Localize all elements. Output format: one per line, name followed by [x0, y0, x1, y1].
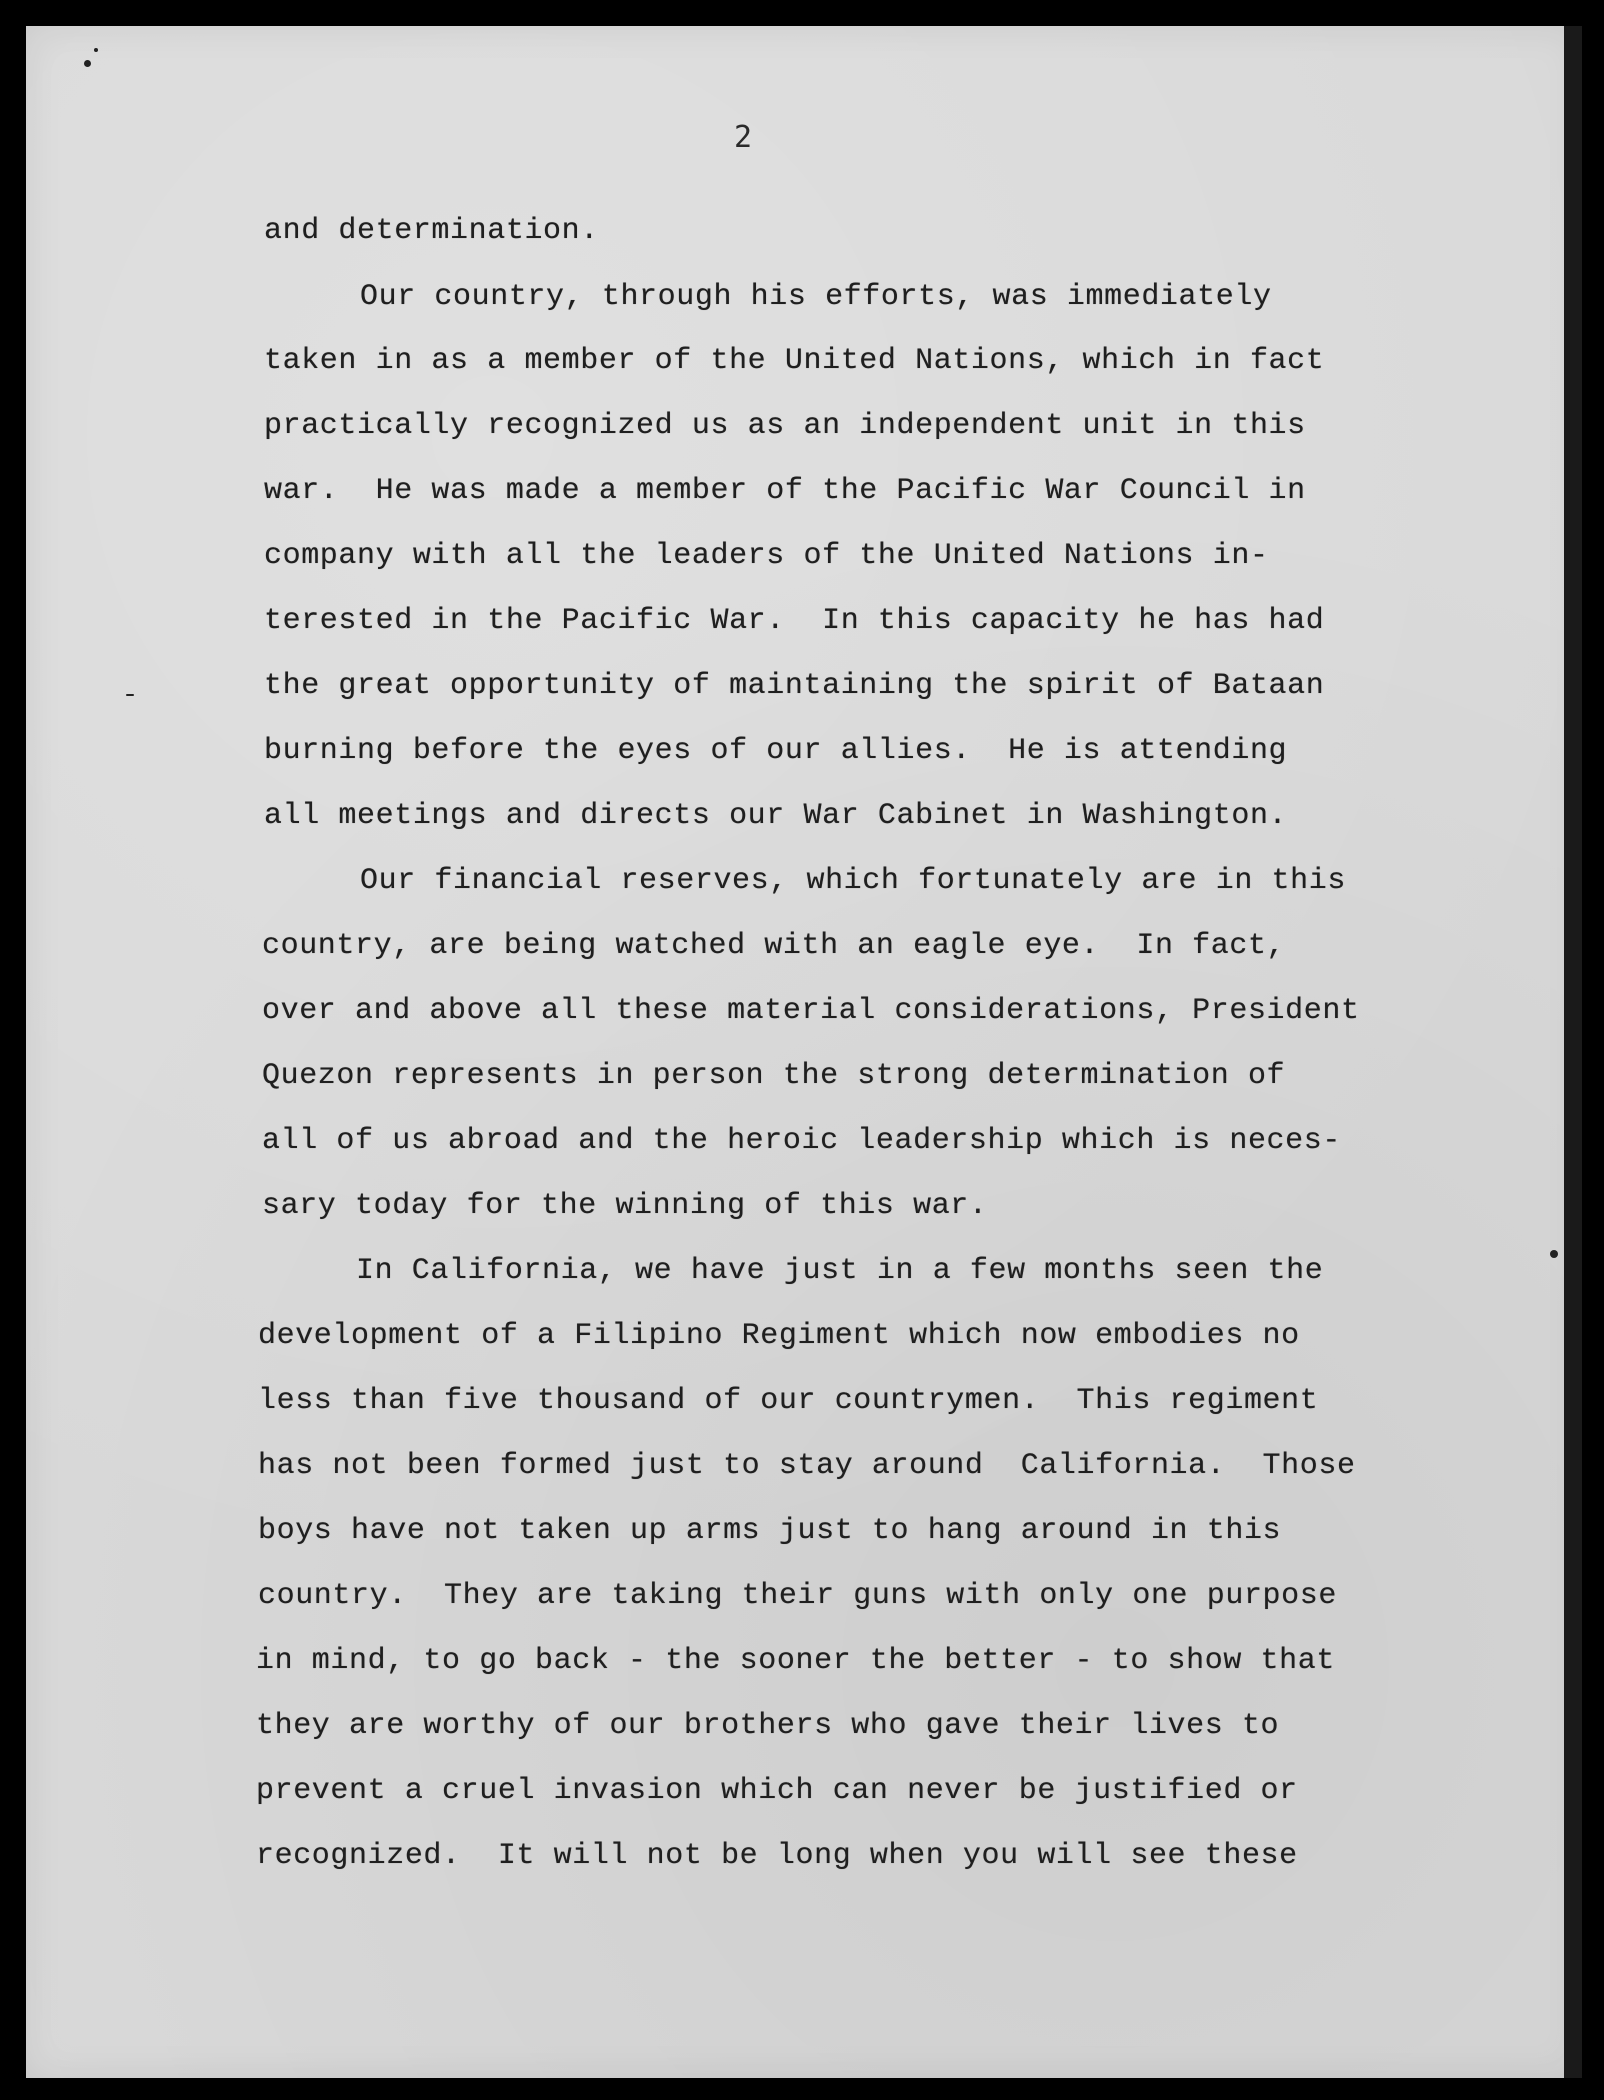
text-line: less than five thousand of our countrymen. This regiment — [258, 1384, 1319, 1418]
scan-speck — [126, 694, 134, 696]
text-line: development of a Filipino Regiment which now embodies no — [258, 1319, 1300, 1353]
text-line: Quezon represents in person the strong determination of — [262, 1059, 1286, 1093]
text-line: country, are being watched with an eagle eye. In fact, — [262, 929, 1286, 963]
text-line: Our financial reserves, which fortunately are in this — [360, 864, 1346, 898]
text-line: In California, we have just in a few months seen the — [356, 1254, 1324, 1288]
scan-speck — [94, 48, 98, 52]
text-line: the great opportunity of maintaining the spirit of Bataan — [264, 669, 1325, 703]
document-page — [26, 26, 1582, 2078]
text-line: company with all the leaders of the United Nations in- — [264, 539, 1269, 573]
text-line: prevent a cruel invasion which can never be justified or — [256, 1774, 1298, 1808]
page-number: 2 — [734, 120, 753, 155]
text-line: over and above all these material considerations, President — [262, 994, 1360, 1028]
text-line: practically recognized us as an independent unit in this — [264, 409, 1306, 443]
text-line: taken in as a member of the United Nations, which in fact — [264, 344, 1325, 378]
text-line: burning before the eyes of our allies. He is attending — [264, 734, 1288, 768]
text-line: Our country, through his efforts, was immediately — [360, 280, 1272, 314]
text-line: all meetings and directs our War Cabinet in Washington. — [264, 799, 1288, 833]
text-line: war. He was made a member of the Pacific War Council in — [264, 474, 1306, 508]
text-line: recognized. It will not be long when you will see these — [256, 1839, 1298, 1873]
scan-speck — [1550, 1250, 1558, 1258]
text-line: terested in the Pacific War. In this capacity he has had — [264, 604, 1325, 638]
text-line: all of us abroad and the heroic leadership which is neces- — [262, 1124, 1341, 1158]
text-line: boys have not taken up arms just to hang around in this — [258, 1514, 1282, 1548]
text-line: in mind, to go back - the sooner the better - to show that — [256, 1644, 1335, 1678]
text-line: sary today for the winning of this war. — [262, 1189, 988, 1223]
page-edge-shadow — [1564, 26, 1582, 2078]
scan-speck — [84, 60, 91, 67]
text-line: they are worthy of our brothers who gave their lives to — [256, 1709, 1280, 1743]
text-line: and determination. — [264, 214, 599, 248]
text-line: has not been formed just to stay around California. Those — [258, 1449, 1356, 1483]
text-line: country. They are taking their guns with only one purpose — [258, 1579, 1337, 1613]
